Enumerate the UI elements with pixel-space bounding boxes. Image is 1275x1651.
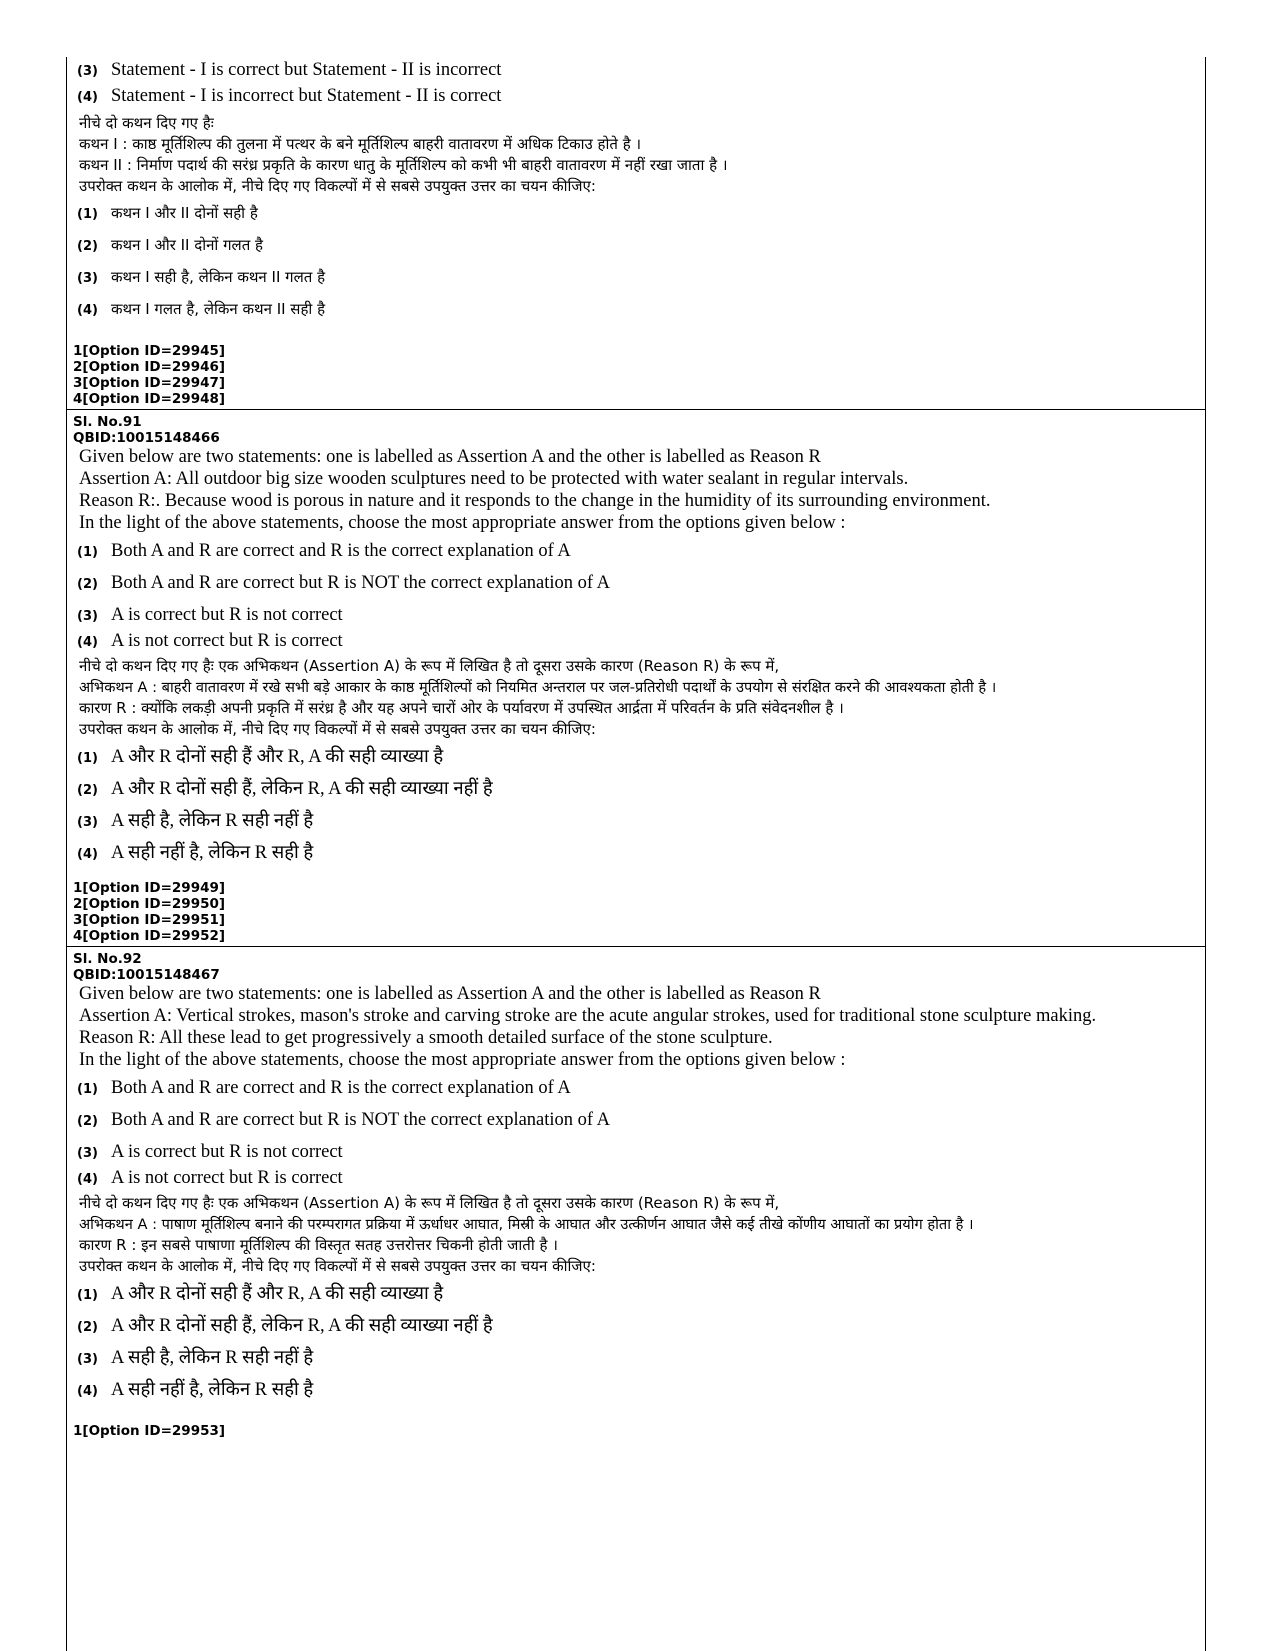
option-id: 1[Option ID=29953] — [73, 1423, 226, 1439]
statement-line: Assertion A: Vertical strokes, mason's stroke and carving stroke are the acute angular strokes, used for traditional stone sculpture making. — [79, 1006, 1097, 1026]
option-id: 2[Option ID=29950] — [73, 896, 226, 912]
option-en-2 — [73, 572, 1199, 604]
option-text: Statement - I is incorrect but Statement - II is correct — [111, 86, 502, 106]
statement-line: Assertion A: All outdoor big size wooden sculptures need to be protected with water sealant in regular intervals. — [79, 469, 909, 489]
option-number: (2) — [77, 1320, 98, 1335]
qbid: QBID:10015148467 — [73, 967, 220, 983]
option-en-4 — [73, 1167, 1199, 1193]
option-id-list — [73, 343, 1199, 407]
option-text: Both A and R are correct and R is the correct explanation of A — [111, 1078, 571, 1098]
option-number: (2) — [77, 783, 98, 798]
option-text: A is not correct but R is correct — [111, 1168, 343, 1188]
option-id: 4[Option ID=29948] — [73, 391, 226, 407]
option-en-1 — [73, 540, 1199, 572]
option-text: A और R दोनों सही हैं और R, A की सही व्याख्या है — [111, 747, 444, 767]
option-number: (4) — [77, 1384, 98, 1399]
option-text: Both A and R are correct and R is the correct explanation of A — [111, 541, 571, 561]
option-text: A और R दोनों सही हैं, लेकिन R, A की सही व्याख्या नहीं है — [111, 1316, 493, 1336]
statement-line: कारण R : इन सबसे पाषाणा मूर्तिशिल्प की विस्तृत सतह उत्तरोत्तर चिकनी होती जाती है । — [79, 1236, 558, 1254]
option-text: A is not correct but R is correct — [111, 631, 343, 651]
question-92 — [67, 947, 1205, 1441]
option-hi-3 — [73, 810, 1199, 842]
qbid: QBID:10015148466 — [73, 430, 220, 446]
option-id-list — [73, 880, 1199, 944]
statement-line: कारण R : क्योंकि लकड़ी अपनी प्रकृति में सरंध्र है और यह अपने चारों ओर के पर्यावरण में उपस्थित आर्द्रता में परिवर्तन के प्रति संवेदनशील है । — [79, 699, 844, 717]
statement-line: अभिकथन A : बाहरी वातावरण में रखे सभी बड़े आकार के काष्ठ मूर्तिशिल्पों को नियमित अन्तराल पर जल-प्रतिरोधी पदार्थों के उपयोग से संरक्षित करने की आवश्यकता होती है । — [79, 679, 997, 696]
option-text: कथन I और II दोनों सही है — [111, 204, 258, 222]
option-number: (4) — [77, 847, 98, 862]
option-hi-1 — [73, 203, 1199, 235]
statement-line: उपरोक्त कथन के आलोक में, नीचे दिए गए विकल्पों में से सबसे उपयुक्त उत्तर का चयन कीजिए: — [79, 720, 596, 738]
option-number: (1) — [77, 1288, 98, 1303]
option-text: A सही है, लेकिन R सही नहीं है — [111, 1348, 314, 1368]
statement-line: Given below are two statements: one is labelled as Assertion A and the other is labelled as Reason R — [79, 447, 821, 467]
option-number: (1) — [77, 545, 98, 560]
option-hi-2 — [73, 1315, 1199, 1347]
option-number: (3) — [77, 815, 98, 830]
option-hi-4 — [73, 842, 1199, 868]
question-91 — [67, 410, 1205, 947]
statement-line: In the light of the above statements, choose the most appropriate answer from the options given below : — [79, 1050, 846, 1070]
option-hi-4 — [73, 1379, 1199, 1405]
option-en-3 — [73, 604, 1199, 630]
statement-line: नीचे दो कथन दिए गए हैः — [79, 114, 214, 132]
option-text: A सही नहीं है, लेकिन R सही है — [111, 843, 314, 863]
option-text: Both A and R are correct but R is NOT the correct explanation of A — [111, 573, 611, 593]
hindi-statements — [73, 656, 1199, 740]
option-number: (4) — [77, 303, 98, 318]
option-number: (4) — [77, 635, 98, 650]
option-text: Statement - I is correct but Statement - II is incorrect — [111, 60, 502, 80]
option-hi-2 — [73, 235, 1199, 267]
option-id: 2[Option ID=29946] — [73, 359, 226, 375]
option-hi-3 — [73, 1347, 1199, 1379]
option-text: Both A and R are correct but R is NOT the correct explanation of A — [111, 1110, 611, 1130]
option-hi-4 — [73, 299, 1199, 331]
option-id-list — [73, 1423, 1199, 1439]
question-sheet — [66, 57, 1206, 1651]
option-text: कथन I सही है, लेकिन कथन II गलत है — [111, 268, 326, 286]
option-number: (4) — [77, 90, 98, 105]
option-text: कथन I गलत है, लेकिन कथन II सही है — [111, 300, 326, 318]
hindi-statements — [73, 1193, 1199, 1277]
option-en-4 — [73, 630, 1199, 656]
serial-number: Sl. No.91 — [73, 414, 142, 430]
statement-line: नीचे दो कथन दिए गए हैः एक अभिकथन (Assertion A) के रूप में लिखित है तो दूसरा उसके कारण (Reason R) के रूप में, — [79, 657, 780, 675]
option-number: (1) — [77, 1082, 98, 1097]
option-text: A is correct but R is not correct — [111, 1142, 343, 1162]
option-number: (3) — [77, 609, 98, 624]
option-id: 3[Option ID=29951] — [73, 912, 226, 928]
option-en-2 — [73, 1109, 1199, 1141]
statement-line: नीचे दो कथन दिए गए हैः एक अभिकथन (Assertion A) के रूप में लिखित है तो दूसरा उसके कारण (Reason R) के रूप में, — [79, 1194, 780, 1212]
option-en-3 — [73, 59, 1199, 85]
statement-line: उपरोक्त कथन के आलोक में, नीचे दिए गए विकल्पों में से सबसे उपयुक्त उत्तर का चयन कीजिए: — [79, 177, 596, 195]
option-en-3 — [73, 1141, 1199, 1167]
serial-number: Sl. No.92 — [73, 951, 142, 967]
statement-line: अभिकथन A : पाषाण मूर्तिशिल्प बनाने की परम्परागत प्रक्रिया में ऊर्धाधर आघात, मिस्री के आघात और उत्कीर्णन आघात जैसे कई तीखे कोंणीय आघातों का प्रयोग होता है । — [79, 1216, 974, 1233]
option-id: 3[Option ID=29947] — [73, 375, 226, 391]
option-number: (2) — [77, 239, 98, 254]
option-number: (2) — [77, 1114, 98, 1129]
option-number: (2) — [77, 577, 98, 592]
option-text: A और R दोनों सही हैं और R, A की सही व्याख्या है — [111, 1284, 444, 1304]
option-number: (3) — [77, 64, 98, 79]
option-number: (3) — [77, 1146, 98, 1161]
option-text: A सही नहीं है, लेकिन R सही है — [111, 1380, 314, 1400]
option-number: (3) — [77, 1352, 98, 1367]
option-id: 1[Option ID=29945] — [73, 343, 226, 359]
option-hi-1 — [73, 1283, 1199, 1315]
option-number: (1) — [77, 751, 98, 766]
statement-line: उपरोक्त कथन के आलोक में, नीचे दिए गए विकल्पों में से सबसे उपयुक्त उत्तर का चयन कीजिए: — [79, 1257, 596, 1275]
option-text: A और R दोनों सही हैं, लेकिन R, A की सही व्याख्या नहीं है — [111, 779, 493, 799]
option-text: A is correct but R is not correct — [111, 605, 343, 625]
option-text: A सही है, लेकिन R सही नहीं है — [111, 811, 314, 831]
option-hi-3 — [73, 267, 1199, 299]
option-id: 1[Option ID=29949] — [73, 880, 226, 896]
option-id: 4[Option ID=29952] — [73, 928, 226, 944]
option-hi-1 — [73, 746, 1199, 778]
option-en-4 — [73, 85, 1199, 111]
question-90-continued — [67, 57, 1205, 410]
english-statements — [73, 446, 1199, 534]
statement-line: Reason R: All these lead to get progressively a smooth detailed surface of the stone sculpture. — [79, 1028, 773, 1048]
option-hi-2 — [73, 778, 1199, 810]
option-number: (3) — [77, 271, 98, 286]
option-number: (4) — [77, 1172, 98, 1187]
statement-line: कथन I : काष्ठ मूर्तिशिल्प की तुलना में पत्थर के बने मूर्तिशिल्प बाहरी वातावरण में अधिक टिकाउ होते है । — [79, 135, 642, 153]
statement-line: Given below are two statements: one is labelled as Assertion A and the other is labelled as Reason R — [79, 984, 821, 1004]
hindi-statements — [73, 113, 1199, 197]
statement-line: Reason R:. Because wood is porous in nature and it responds to the change in the humidity of its surrounding environment. — [79, 491, 991, 511]
statement-line: कथन II : निर्माण पदार्थ की सरंध्र प्रकृति के कारण धातु के मूर्तिशिल्प को कभी भी बाहरी वातावरण में नहीं रखा जाता है । — [79, 156, 728, 174]
option-number: (1) — [77, 207, 98, 222]
statement-line: In the light of the above statements, choose the most appropriate answer from the options given below : — [79, 513, 846, 533]
option-en-1 — [73, 1077, 1199, 1109]
english-statements — [73, 983, 1199, 1071]
option-text: कथन I और II दोनों गलत है — [111, 236, 263, 254]
